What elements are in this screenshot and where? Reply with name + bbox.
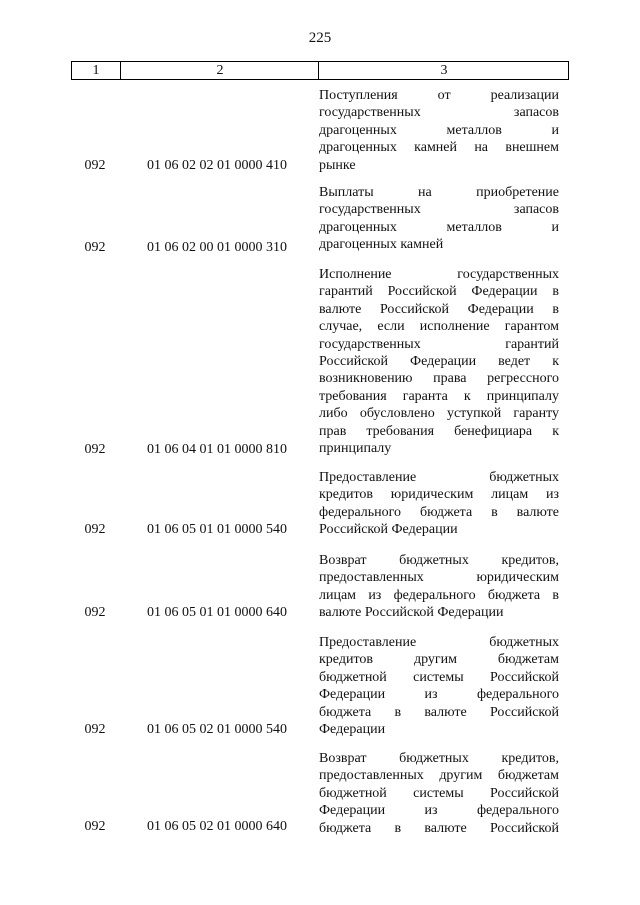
header-col-2: 2 xyxy=(120,62,319,79)
source-name-line: драгоценных камней xyxy=(319,237,444,253)
admin-code: 092 xyxy=(84,442,106,457)
source-name-line: Российской Федерации xyxy=(319,522,458,538)
source-name xyxy=(319,266,559,457)
source-name-line: требования гаранта к принципалу xyxy=(319,388,559,404)
source-name-line: принципалу xyxy=(319,441,392,457)
source-name-line: возникновению права регрессного xyxy=(319,371,559,387)
admin-code: 092 xyxy=(84,158,106,173)
source-name-line: Исполнение государственных xyxy=(319,267,559,282)
source-name-line: драгоценных металлов и xyxy=(319,219,559,235)
source-name-line: Российской Федерации ведет к xyxy=(319,354,559,370)
source-name-line: валюте Российской Федерации xyxy=(319,605,504,621)
admin-code: 092 xyxy=(84,522,106,537)
admin-code: 092 xyxy=(84,819,106,834)
budget-code: 01 06 02 00 01 0000 310 xyxy=(147,240,287,255)
source-name-line: прав требования бенефициара к xyxy=(319,423,559,439)
source-name-line: предоставленных юридическим xyxy=(319,570,559,586)
source-name-line: гарантий Российской Федерации в xyxy=(319,284,559,300)
source-name-line: Возврат бюджетных кредитов, xyxy=(319,751,559,766)
table-row xyxy=(0,552,640,621)
source-name-line: либо обусловлено уступкой гаранту xyxy=(319,406,559,422)
source-name-line: Федерации из федерального xyxy=(319,803,559,819)
budget-code: 01 06 02 02 01 0000 410 xyxy=(147,158,287,173)
budget-code: 01 06 05 02 01 0000 640 xyxy=(147,819,287,834)
source-name-line: драгоценных металлов и xyxy=(319,122,559,138)
header-col-3: 3 xyxy=(318,62,569,79)
source-name xyxy=(319,750,559,837)
source-name-line: кредитов другим бюджетам xyxy=(319,652,559,668)
source-name xyxy=(319,469,559,539)
source-name-line: предоставленных другим бюджетам xyxy=(319,768,559,784)
source-name-line: Возврат бюджетных кредитов, xyxy=(319,553,559,568)
budget-code: 01 06 05 01 01 0000 640 xyxy=(147,605,287,620)
source-name-line: рынке xyxy=(319,157,356,173)
source-name-line: драгоценных камней на внешнем xyxy=(319,140,559,156)
page-number: 225 xyxy=(308,30,332,46)
admin-code: 092 xyxy=(84,605,106,620)
admin-code: 092 xyxy=(84,722,106,737)
table-row xyxy=(0,266,640,458)
source-name-line: федерального бюджета в валюте xyxy=(319,504,559,520)
source-name-line: бюджета в валюте Российской xyxy=(319,820,559,836)
header-col-1: 1 xyxy=(92,63,100,78)
source-name-line: Поступления от реализации xyxy=(319,88,559,103)
source-name-line: кредитов юридическим лицам из xyxy=(319,487,559,503)
source-name-line: государственных запасов xyxy=(319,105,559,121)
source-name-line: Федерации xyxy=(319,722,386,738)
source-name xyxy=(319,87,559,174)
source-name-line: валюте Российской Федерации в xyxy=(319,301,559,317)
source-name-line: Предоставление бюджетных xyxy=(319,470,559,485)
source-name-line: государственных запасов xyxy=(319,202,559,218)
source-name xyxy=(319,552,559,622)
source-name-line: Предоставление бюджетных xyxy=(319,635,559,650)
source-name-line: бюджетной системы Российской xyxy=(319,785,559,801)
source-name-line: Федерации из федерального xyxy=(319,687,559,703)
admin-code: 092 xyxy=(84,240,106,255)
source-name xyxy=(319,634,559,738)
table-row xyxy=(0,750,640,835)
budget-code: 01 06 05 01 01 0000 540 xyxy=(147,522,287,537)
source-name xyxy=(319,184,559,254)
table-row xyxy=(0,469,640,538)
source-name-line: лицам из федерального бюджета в xyxy=(319,587,559,603)
table-row xyxy=(0,184,640,256)
table-row xyxy=(0,87,640,174)
source-name-line: государственных гарантий xyxy=(319,336,559,352)
budget-code: 01 06 04 01 01 0000 810 xyxy=(147,442,287,457)
budget-code: 01 06 05 02 01 0000 540 xyxy=(147,722,287,737)
source-name-line: бюджетной системы Российской xyxy=(319,669,559,685)
source-name-line: бюджета в валюте Российской xyxy=(319,704,559,720)
table-row xyxy=(0,634,640,738)
source-name-line: случае, если исполнение гарантом xyxy=(319,319,559,335)
source-name-line: Выплаты на приобретение xyxy=(319,185,559,200)
table-header xyxy=(71,61,569,80)
